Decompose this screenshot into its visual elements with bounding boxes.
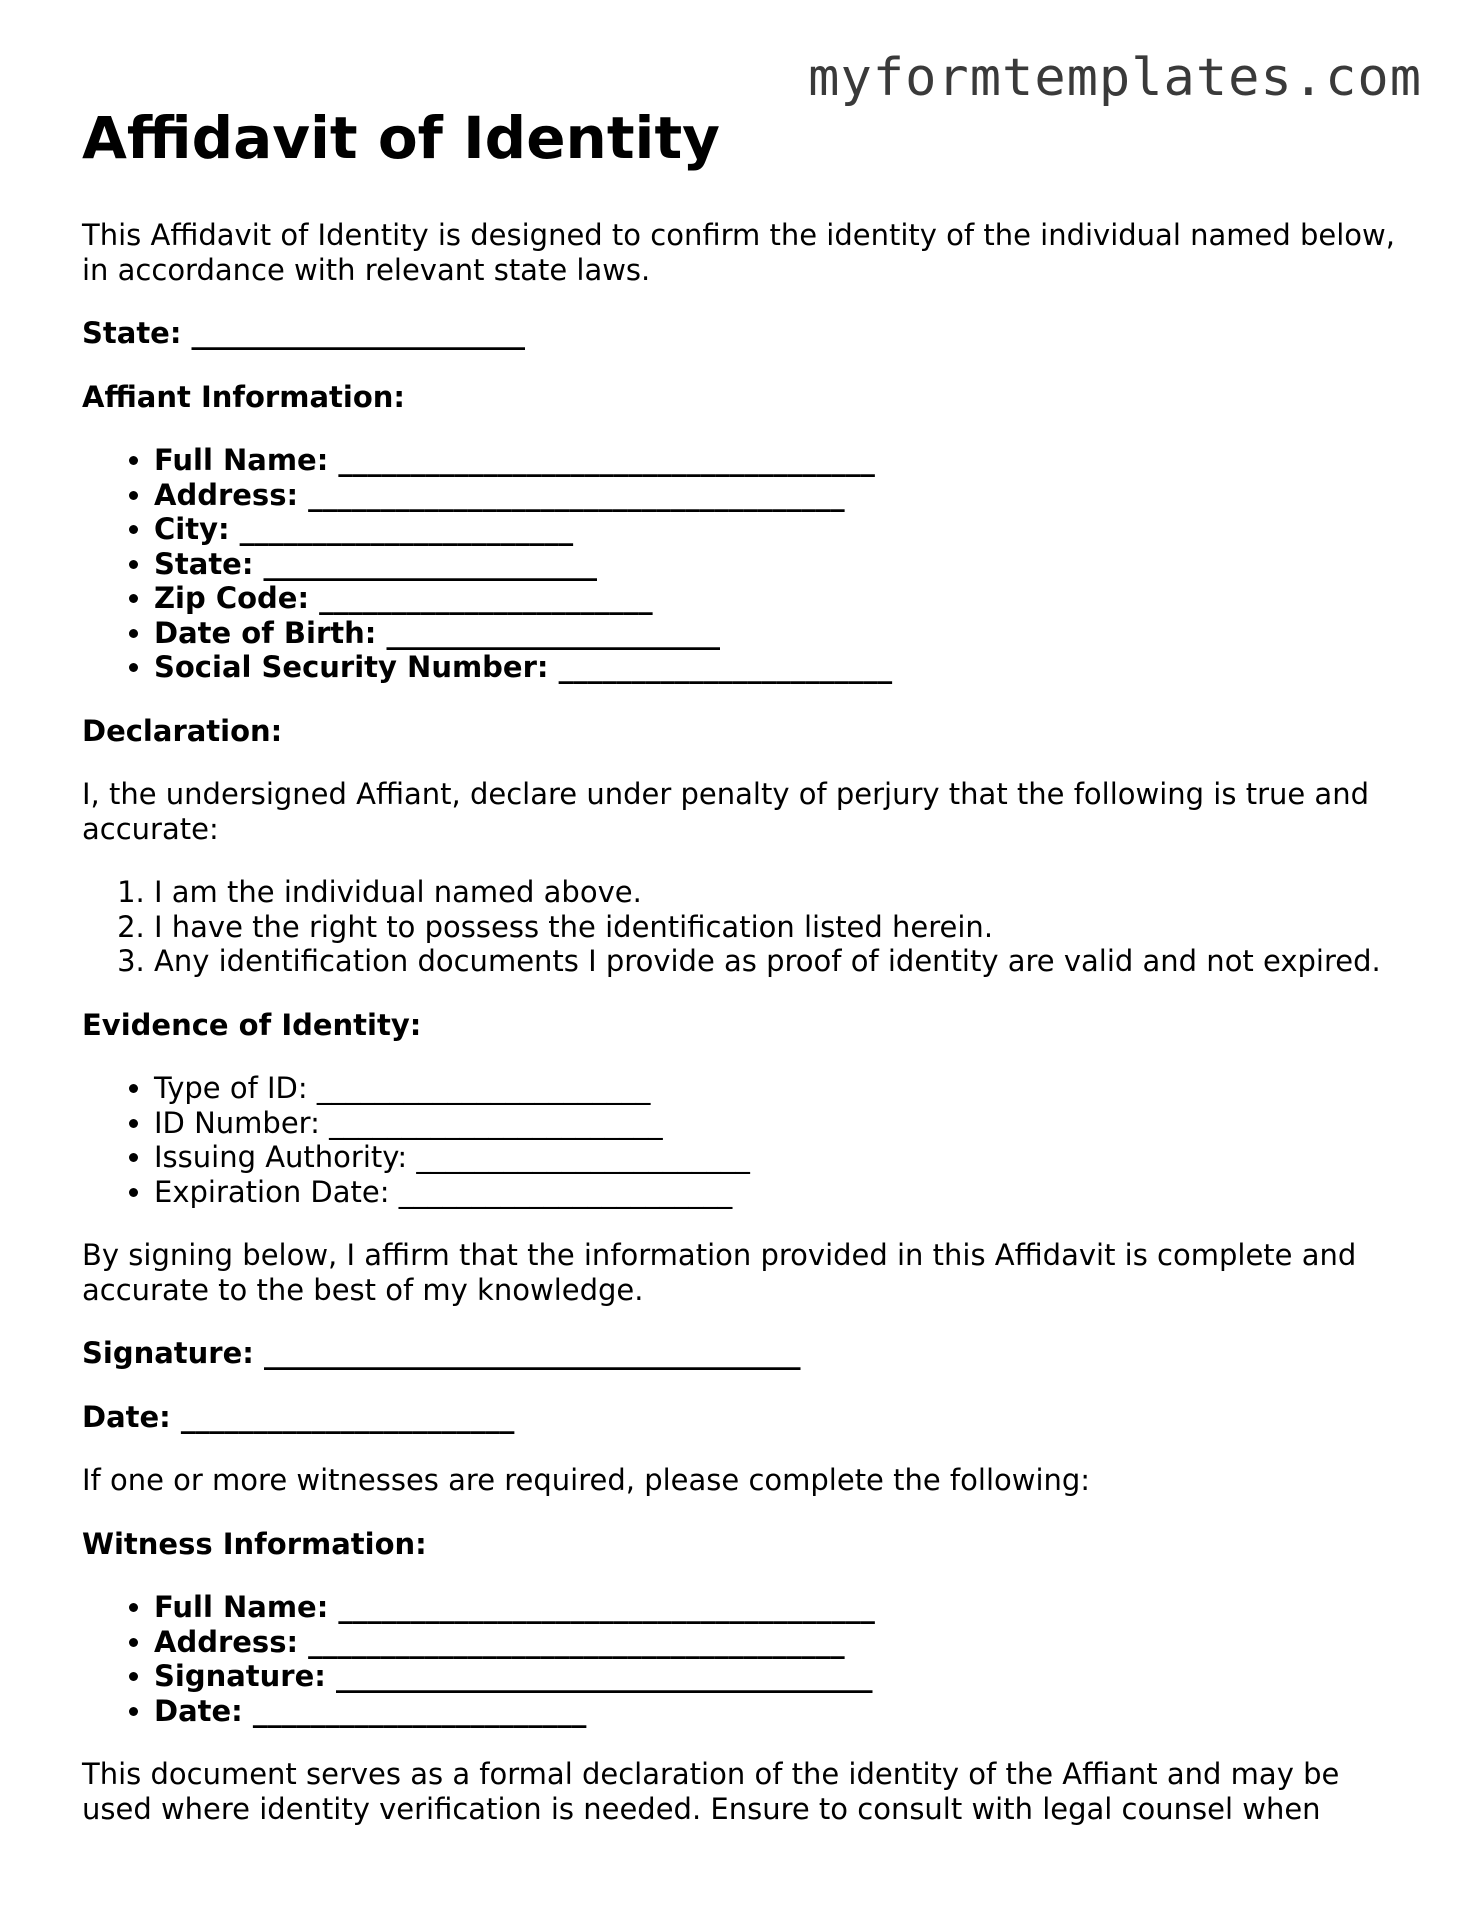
affiant-list	[82, 443, 1412, 685]
state-field: State: _______________________	[82, 316, 526, 350]
witness-address: • Address: _____________________________________	[154, 1625, 1412, 1660]
closing-paragraph: This document serves as a formal declaration of the identity of the Affiant and may be used where identity verification is needed. Ensure to consult with legal counsel when	[82, 1757, 1340, 1826]
signature-field: Signature: _____________________________________	[82, 1336, 801, 1370]
evidence-issuing-authority: • Issuing Authority: _______________________	[154, 1140, 1412, 1175]
witness-list	[82, 1590, 1412, 1728]
evidence-expiration: • Expiration Date: _______________________	[154, 1175, 1412, 1210]
affiant-city: • City: _______________________	[154, 512, 1412, 547]
affirm-paragraph: By signing below, I affirm that the information provided in this Affidavit is complete and accurate to the best of my knowledge.	[82, 1238, 1357, 1307]
evidence-heading: Evidence of Identity:	[82, 1007, 422, 1042]
affiant-heading: Affiant Information:	[82, 379, 405, 414]
evidence-id-type: • Type of ID: _______________________	[154, 1071, 1412, 1106]
declaration-heading: Declaration:	[82, 713, 283, 748]
witness-intro: If one or more witnesses are required, please complete the following:	[82, 1463, 1091, 1497]
watermark: myformtemplates.com	[808, 48, 1422, 108]
affiant-state: • State: _______________________	[154, 547, 1412, 582]
evidence-id-number: • ID Number: _______________________	[154, 1106, 1412, 1141]
witness-date: • Date: _______________________	[154, 1694, 1412, 1729]
evidence-list	[82, 1071, 1412, 1209]
declaration-text: I, the undersigned Affiant, declare under penalty of perjury that the following is true and accurate:	[82, 777, 1369, 846]
date-field: Date: _______________________	[82, 1399, 515, 1434]
declaration-item: 3. Any identification documents I provide as proof of identity are valid and not expired.	[154, 944, 1412, 979]
witness-signature: • Signature: _____________________________________	[154, 1659, 1412, 1694]
affiant-dob: • Date of Birth: _______________________	[154, 616, 1412, 651]
witness-heading: Witness Information:	[82, 1526, 427, 1561]
declaration-item: 2. I have the right to possess the identification listed herein.	[154, 910, 1412, 945]
page-title: Affidavit of Identity	[82, 104, 720, 172]
document-body	[82, 100, 1412, 1855]
affiant-full-name: • Full Name: _____________________________________	[154, 443, 1412, 478]
affiant-ssn: • Social Security Number: _______________________	[154, 650, 1412, 685]
witness-full-name: • Full Name: _____________________________________	[154, 1590, 1412, 1625]
affiant-address: • Address: _____________________________________	[154, 478, 1412, 513]
declaration-item: 1. I am the individual named above.	[154, 875, 1412, 910]
affiant-zip: • Zip Code: _______________________	[154, 581, 1412, 616]
intro-paragraph: This Affidavit of Identity is designed to confirm the identity of the individual named below, in accordance with relevant state laws.	[82, 218, 1395, 287]
declaration-list	[82, 875, 1412, 979]
